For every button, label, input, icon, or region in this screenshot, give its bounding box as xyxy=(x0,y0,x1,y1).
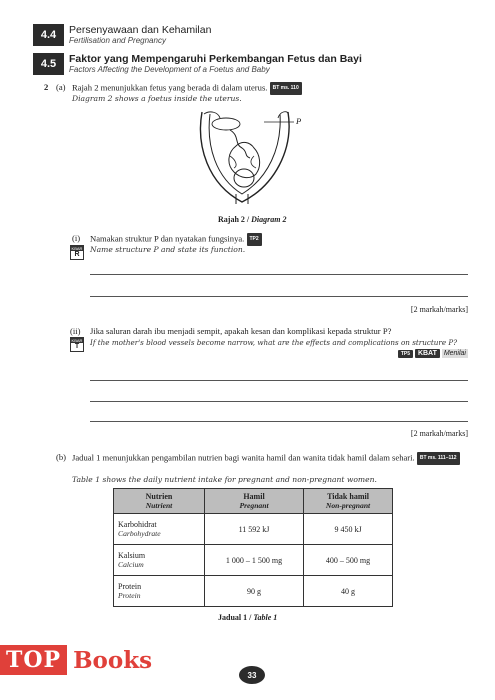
umbilical-cord xyxy=(230,130,250,158)
part-b-ref-tag: BT ms. 111–112 xyxy=(417,452,460,465)
row-pregnant-value: 1 000 – 1 500 mg xyxy=(205,545,304,576)
question-number: 2 xyxy=(44,82,49,92)
sub-i-en: Name structure P and state its function. xyxy=(90,245,246,254)
header-nutrient: Nutrien Nutrient xyxy=(114,489,205,514)
nutrient-table-wrap xyxy=(113,488,393,607)
sub-ii-menilai: Menilai xyxy=(443,350,466,358)
part-b-label: (b) xyxy=(56,452,67,462)
sub-i-bm: Namakan struktur P dan nyatakan fungsinya. xyxy=(90,233,245,244)
logo-books-text: Books xyxy=(73,646,153,674)
answer-line-i-2[interactable] xyxy=(90,296,468,297)
section-4-4-badge: 4.4 xyxy=(33,24,64,46)
table-row xyxy=(114,545,393,576)
nutrient-table xyxy=(113,488,393,607)
header-pregnant: Hamil Pregnant xyxy=(205,489,304,514)
sub-i-kbar-icon: KBAR R xyxy=(71,246,83,258)
sub-ii-en: If the mother's blood vessels become narrow, what are the effects and complications on structure P? xyxy=(90,338,458,347)
sub-ii-label: (ii) xyxy=(70,326,81,336)
uterus-wall-inner xyxy=(209,114,280,194)
sub-i-tp-tag: TP2 xyxy=(247,233,262,246)
foetus-head xyxy=(234,169,254,187)
row-nutrient: Protein Protein xyxy=(114,576,205,607)
answer-line-i-1[interactable] xyxy=(90,274,468,275)
row-non-pregnant-value: 400 – 500 mg xyxy=(304,545,393,576)
section-4-5-title-en: Factors Affecting the Development of a Foetus and Baby xyxy=(69,65,270,74)
placenta xyxy=(212,118,240,130)
row-pregnant-value: 11 592 kJ xyxy=(205,514,304,545)
sub-ii-kbat-tag: KBAT xyxy=(415,349,440,358)
section-4-5-badge: 4.5 xyxy=(33,53,64,75)
part-a-label: (a) xyxy=(56,82,66,92)
foetus-uterus-diagram xyxy=(190,106,310,208)
table-header-row xyxy=(114,489,393,514)
answer-line-ii-2[interactable] xyxy=(90,401,468,402)
part-a-en: Diagram 2 shows a foetus inside the uterus. xyxy=(72,94,242,103)
logo-top-box: TOP xyxy=(0,645,67,675)
sub-i-marks: [2 markah/marks] xyxy=(410,305,468,314)
section-4-4-title xyxy=(69,24,211,46)
row-pregnant-value: 90 g xyxy=(205,576,304,607)
section-4-4-title-en: Fertilisation and Pregnancy xyxy=(69,36,166,45)
topbooks-logo xyxy=(0,641,152,679)
sub-ii-bm: Jika saluran darah ibu menjadi sempit, apakah kesan dan komplikasi kepada struktur P? xyxy=(90,326,392,336)
diagram-label-p: P xyxy=(296,116,302,126)
part-b-text xyxy=(72,452,472,465)
foetus xyxy=(229,142,260,177)
row-nutrient: Kalsium Calcium xyxy=(114,545,205,576)
answer-line-ii-1[interactable] xyxy=(90,380,468,381)
part-a-ref-tag: BT ms. 110 xyxy=(270,82,302,95)
sub-i-label: (i) xyxy=(72,233,81,243)
sub-ii-tp-tag: TP5 xyxy=(398,350,413,358)
row-nutrient: Karbohidrat Carbohydrate xyxy=(114,514,205,545)
header-non-pregnant: Tidak hamil Non-pregnant xyxy=(304,489,393,514)
row-non-pregnant-value: 9 450 kJ xyxy=(304,514,393,545)
section-4-5-title-bm: Faktor yang Mempengaruhi Perkembangan Fetus dan Bayi xyxy=(69,53,362,65)
page-number: 33 xyxy=(239,666,265,684)
table-caption: Jadual 1 / Table 1 xyxy=(218,613,278,622)
row-non-pregnant-value: 40 g xyxy=(304,576,393,607)
table-row xyxy=(114,576,393,607)
section-4-5-title xyxy=(69,53,362,75)
table-row xyxy=(114,514,393,545)
part-b-en: Table 1 shows the daily nutrient intake for pregnant and non-pregnant women. xyxy=(72,475,377,484)
sub-ii-tags xyxy=(398,349,468,358)
answer-line-ii-3[interactable] xyxy=(90,421,468,422)
part-b-bm: Jadual 1 menunjukkan pengambilan nutrien bagi wanita hamil dan wanita tidak hamil dalam sehari. xyxy=(72,452,415,463)
diagram-caption: Rajah 2 / Diagram 2 xyxy=(218,215,287,224)
sub-ii-marks: [2 markah/marks] xyxy=(410,429,468,438)
section-4-4-title-bm: Persenyawaan dan Kehamilan xyxy=(69,24,212,36)
sub-ii-kbar-icon: KBAR T xyxy=(71,338,83,350)
part-a-bm: Rajah 2 menunjukkan fetus yang berada di dalam uterus. xyxy=(72,82,268,93)
